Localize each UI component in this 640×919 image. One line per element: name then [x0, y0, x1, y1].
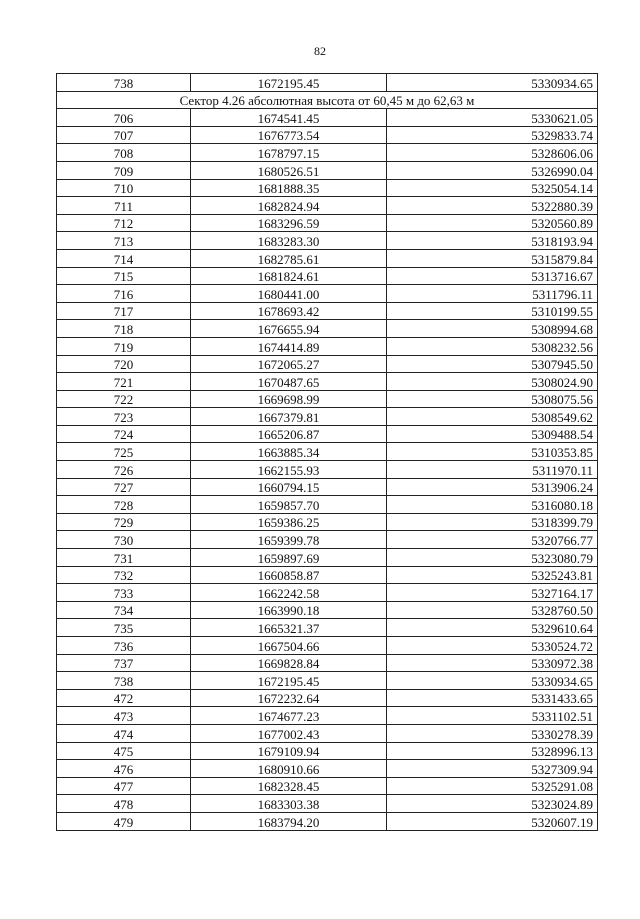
- point-number-cell: 479: [57, 812, 191, 830]
- point-number-cell: 737: [57, 654, 191, 672]
- table-row: [57, 584, 598, 602]
- table-row: [57, 689, 598, 707]
- x-coordinate-cell: 1681824.61: [191, 267, 387, 285]
- table-row: [57, 777, 598, 795]
- table-row: [57, 355, 598, 373]
- y-coordinate-cell: 5311796.11: [387, 285, 598, 303]
- x-coordinate-cell: 1672065.27: [191, 355, 387, 373]
- table-row: [57, 197, 598, 215]
- table-row: [57, 531, 598, 549]
- x-coordinate-cell: 1683303.38: [191, 795, 387, 813]
- page-number: 82: [314, 44, 326, 58]
- table-row: [57, 249, 598, 267]
- x-coordinate-cell: 1683296.59: [191, 214, 387, 232]
- x-coordinate-cell: 1660858.87: [191, 566, 387, 584]
- point-number-cell: 729: [57, 513, 191, 531]
- point-number-cell: 722: [57, 390, 191, 408]
- point-number-cell: 732: [57, 566, 191, 584]
- x-coordinate-cell: 1660794.15: [191, 478, 387, 496]
- point-number-cell: 472: [57, 689, 191, 707]
- point-number-cell: 726: [57, 461, 191, 479]
- y-coordinate-cell: 5320560.89: [387, 214, 598, 232]
- x-coordinate-cell: 1679109.94: [191, 742, 387, 760]
- table-row: [57, 373, 598, 391]
- table-row: [57, 408, 598, 426]
- point-number-cell: 718: [57, 320, 191, 338]
- point-number-cell: 477: [57, 777, 191, 795]
- table-row: [57, 566, 598, 584]
- y-coordinate-cell: 5331433.65: [387, 689, 598, 707]
- point-number-cell: 478: [57, 795, 191, 813]
- y-coordinate-cell: 5325243.81: [387, 566, 598, 584]
- table-row: [57, 126, 598, 144]
- table-row: [57, 461, 598, 479]
- y-coordinate-cell: 5307945.50: [387, 355, 598, 373]
- y-coordinate-cell: 5328606.06: [387, 144, 598, 162]
- point-number-cell: 736: [57, 637, 191, 655]
- x-coordinate-cell: 1662155.93: [191, 461, 387, 479]
- table-row: [57, 74, 598, 92]
- x-coordinate-cell: 1678797.15: [191, 144, 387, 162]
- table-row: [57, 795, 598, 813]
- point-number-cell: 725: [57, 443, 191, 461]
- y-coordinate-cell: 5326990.04: [387, 161, 598, 179]
- table-row: [57, 232, 598, 250]
- y-coordinate-cell: 5325291.08: [387, 777, 598, 795]
- x-coordinate-cell: 1663990.18: [191, 601, 387, 619]
- point-number-cell: 717: [57, 302, 191, 320]
- point-number-cell: 724: [57, 425, 191, 443]
- x-coordinate-cell: 1677002.43: [191, 724, 387, 742]
- y-coordinate-cell: 5318193.94: [387, 232, 598, 250]
- y-coordinate-cell: 5315879.84: [387, 249, 598, 267]
- y-coordinate-cell: 5308232.56: [387, 337, 598, 355]
- table-row: [57, 320, 598, 338]
- point-number-cell: 710: [57, 179, 191, 197]
- table-row: [57, 161, 598, 179]
- y-coordinate-cell: 5320766.77: [387, 531, 598, 549]
- point-number-cell: 728: [57, 496, 191, 514]
- point-number-cell: 738: [57, 74, 191, 92]
- y-coordinate-cell: 5316080.18: [387, 496, 598, 514]
- y-coordinate-cell: 5308994.68: [387, 320, 598, 338]
- x-coordinate-cell: 1680526.51: [191, 161, 387, 179]
- x-coordinate-cell: 1680441.00: [191, 285, 387, 303]
- point-number-cell: 707: [57, 126, 191, 144]
- point-number-cell: 730: [57, 531, 191, 549]
- y-coordinate-cell: 5327309.94: [387, 760, 598, 778]
- section-title: Сектор 4.26 абсолютная высота от 60,45 м до 62,63 м: [57, 91, 598, 109]
- table-row: [57, 478, 598, 496]
- y-coordinate-cell: 5308549.62: [387, 408, 598, 426]
- point-number-cell: 738: [57, 672, 191, 690]
- point-number-cell: 475: [57, 742, 191, 760]
- y-coordinate-cell: 5327164.17: [387, 584, 598, 602]
- y-coordinate-cell: 5325054.14: [387, 179, 598, 197]
- y-coordinate-cell: 5310353.85: [387, 443, 598, 461]
- x-coordinate-cell: 1670487.65: [191, 373, 387, 391]
- point-number-cell: 714: [57, 249, 191, 267]
- table-row: [57, 707, 598, 725]
- point-number-cell: 723: [57, 408, 191, 426]
- point-number-cell: 711: [57, 197, 191, 215]
- point-number-cell: 473: [57, 707, 191, 725]
- table-row: [57, 742, 598, 760]
- x-coordinate-cell: 1683283.30: [191, 232, 387, 250]
- y-coordinate-cell: 5330934.65: [387, 74, 598, 92]
- point-number-cell: 733: [57, 584, 191, 602]
- section-header-row: [57, 91, 598, 109]
- point-number-cell: 716: [57, 285, 191, 303]
- table-row: [57, 285, 598, 303]
- x-coordinate-cell: 1669698.99: [191, 390, 387, 408]
- point-number-cell: 734: [57, 601, 191, 619]
- y-coordinate-cell: 5328760.50: [387, 601, 598, 619]
- point-number-cell: 706: [57, 109, 191, 127]
- y-coordinate-cell: 5330524.72: [387, 637, 598, 655]
- table-row: [57, 724, 598, 742]
- table-row: [57, 812, 598, 830]
- x-coordinate-cell: 1672195.45: [191, 74, 387, 92]
- x-coordinate-cell: 1669828.84: [191, 654, 387, 672]
- point-number-cell: 720: [57, 355, 191, 373]
- x-coordinate-cell: 1674414.89: [191, 337, 387, 355]
- y-coordinate-cell: 5330621.05: [387, 109, 598, 127]
- point-number-cell: 715: [57, 267, 191, 285]
- x-coordinate-cell: 1676773.54: [191, 126, 387, 144]
- x-coordinate-cell: 1678693.42: [191, 302, 387, 320]
- x-coordinate-cell: 1672232.64: [191, 689, 387, 707]
- x-coordinate-cell: 1663885.34: [191, 443, 387, 461]
- y-coordinate-cell: 5311970.11: [387, 461, 598, 479]
- point-number-cell: 713: [57, 232, 191, 250]
- x-coordinate-cell: 1667504.66: [191, 637, 387, 655]
- x-coordinate-cell: 1682785.61: [191, 249, 387, 267]
- table-row: [57, 144, 598, 162]
- y-coordinate-cell: 5331102.51: [387, 707, 598, 725]
- x-coordinate-cell: 1680910.66: [191, 760, 387, 778]
- y-coordinate-cell: 5329833.74: [387, 126, 598, 144]
- y-coordinate-cell: 5309488.54: [387, 425, 598, 443]
- y-coordinate-cell: 5330278.39: [387, 724, 598, 742]
- table-row: [57, 425, 598, 443]
- y-coordinate-cell: 5318399.79: [387, 513, 598, 531]
- x-coordinate-cell: 1683794.20: [191, 812, 387, 830]
- x-coordinate-cell: 1659897.69: [191, 549, 387, 567]
- table-row: [57, 619, 598, 637]
- table-row: [57, 513, 598, 531]
- table-row: [57, 654, 598, 672]
- point-number-cell: 474: [57, 724, 191, 742]
- y-coordinate-cell: 5330934.65: [387, 672, 598, 690]
- x-coordinate-cell: 1674677.23: [191, 707, 387, 725]
- x-coordinate-cell: 1682824.94: [191, 197, 387, 215]
- y-coordinate-cell: 5320607.19: [387, 812, 598, 830]
- table-row: [57, 549, 598, 567]
- table-row: [57, 672, 598, 690]
- x-coordinate-cell: 1674541.45: [191, 109, 387, 127]
- point-number-cell: 708: [57, 144, 191, 162]
- table-row: [57, 390, 598, 408]
- point-number-cell: 709: [57, 161, 191, 179]
- x-coordinate-cell: 1682328.45: [191, 777, 387, 795]
- coordinates-table: [56, 73, 598, 831]
- x-coordinate-cell: 1672195.45: [191, 672, 387, 690]
- y-coordinate-cell: 5323080.79: [387, 549, 598, 567]
- x-coordinate-cell: 1665321.37: [191, 619, 387, 637]
- x-coordinate-cell: 1676655.94: [191, 320, 387, 338]
- table-row: [57, 637, 598, 655]
- x-coordinate-cell: 1659857.70: [191, 496, 387, 514]
- point-number-cell: 476: [57, 760, 191, 778]
- x-coordinate-cell: 1681888.35: [191, 179, 387, 197]
- y-coordinate-cell: 5330972.38: [387, 654, 598, 672]
- y-coordinate-cell: 5310199.55: [387, 302, 598, 320]
- table-row: [57, 179, 598, 197]
- table-row: [57, 760, 598, 778]
- y-coordinate-cell: 5308024.90: [387, 373, 598, 391]
- point-number-cell: 727: [57, 478, 191, 496]
- point-number-cell: 731: [57, 549, 191, 567]
- table-row: [57, 214, 598, 232]
- y-coordinate-cell: 5308075.56: [387, 390, 598, 408]
- y-coordinate-cell: 5323024.89: [387, 795, 598, 813]
- y-coordinate-cell: 5329610.64: [387, 619, 598, 637]
- x-coordinate-cell: 1662242.58: [191, 584, 387, 602]
- y-coordinate-cell: 5322880.39: [387, 197, 598, 215]
- table-row: [57, 337, 598, 355]
- y-coordinate-cell: 5313716.67: [387, 267, 598, 285]
- table-row: [57, 302, 598, 320]
- x-coordinate-cell: 1665206.87: [191, 425, 387, 443]
- table-row: [57, 601, 598, 619]
- table-row: [57, 443, 598, 461]
- y-coordinate-cell: 5313906.24: [387, 478, 598, 496]
- point-number-cell: 719: [57, 337, 191, 355]
- y-coordinate-cell: 5328996.13: [387, 742, 598, 760]
- x-coordinate-cell: 1659386.25: [191, 513, 387, 531]
- coordinates-table-body: [57, 74, 598, 831]
- point-number-cell: 721: [57, 373, 191, 391]
- table-row: [57, 267, 598, 285]
- x-coordinate-cell: 1659399.78: [191, 531, 387, 549]
- table-row: [57, 496, 598, 514]
- x-coordinate-cell: 1667379.81: [191, 408, 387, 426]
- point-number-cell: 735: [57, 619, 191, 637]
- point-number-cell: 712: [57, 214, 191, 232]
- table-row: [57, 109, 598, 127]
